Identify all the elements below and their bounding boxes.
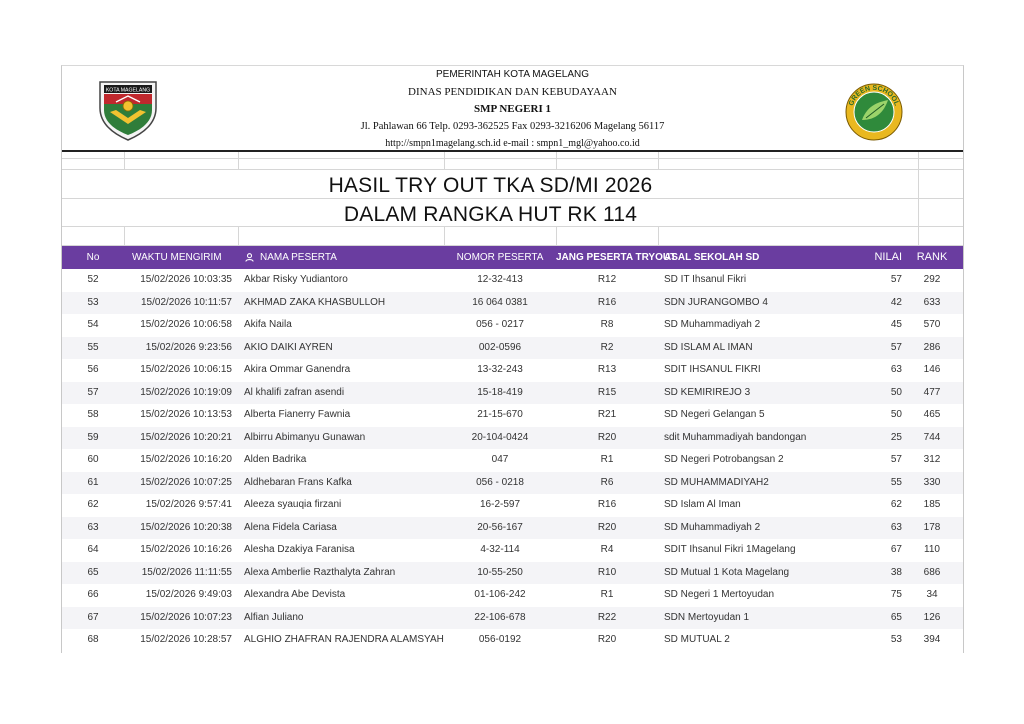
table-row[interactable]: [62, 584, 963, 607]
cell-nomor: 10-55-250: [477, 566, 523, 578]
cell-name: Aldhebaran Frans Kafka: [244, 476, 352, 488]
table-row[interactable]: [62, 494, 963, 517]
cell-time: 15/02/2026 9:23:56: [145, 341, 232, 353]
cell-asal: SD Negeri Potrobangsan 2: [664, 454, 784, 465]
cell-name: Aleeza syauqia firzani: [244, 499, 342, 510]
cell-nilai: 67: [890, 544, 902, 555]
cell-name: Albirru Abimanyu Gunawan: [244, 431, 366, 443]
cell-no: 62: [87, 499, 99, 510]
cell-nilai: 42: [890, 296, 902, 308]
cell-no: 53: [87, 296, 99, 308]
cell-nilai: 50: [890, 409, 902, 420]
cell-jang: R4: [600, 544, 614, 555]
cell-no: 57: [87, 386, 99, 398]
letterhead-government: PEMERINTAH KOTA MAGELANG: [436, 69, 589, 80]
report-subtitle: DALAM RANGKA HUT RK 114: [343, 203, 638, 226]
cell-name: Al khalifi zafran asendi: [244, 386, 345, 398]
logo-left-text: KOTA MAGELANG: [105, 87, 151, 94]
col-header-name-label: NAMA PESERTA: [260, 252, 337, 263]
col-header-nomor[interactable]: NOMOR PESERTA: [456, 252, 544, 263]
cell-no: 65: [87, 566, 99, 578]
cell-nilai: 45: [890, 319, 902, 330]
cell-time: 15/02/2026 9:49:03: [145, 589, 232, 600]
cell-name: Alfian Juliano: [244, 611, 304, 623]
cell-time: 15/02/2026 10:11:57: [140, 296, 232, 308]
cell-nomor: 056 - 0217: [476, 319, 524, 330]
letterhead-school: SMP NEGERI 1: [473, 103, 551, 115]
cell-jang: R16: [597, 296, 617, 308]
cell-no: 58: [87, 409, 99, 420]
grid-col-line: [556, 227, 557, 246]
table-row[interactable]: [62, 539, 963, 562]
cell-asal: SD Mutual 1 Kota Magelang: [664, 566, 790, 578]
cell-rank: 465: [923, 409, 941, 420]
cell-name: Alden Badrika: [244, 454, 307, 465]
report-title: HASIL TRY OUT TKA SD/MI 2026: [328, 174, 653, 197]
grid-col-line: [444, 227, 445, 246]
cell-time: 15/02/2026 10:13:53: [140, 409, 232, 420]
grid-col-line: [658, 227, 659, 246]
col-header-jang[interactable]: JANG PESERTA TRYOUT: [556, 252, 677, 263]
letterhead-address: Jl. Pahlawan 66 Telp. 0293-362525 Fax 0293-3216206 Magelang 56117: [360, 121, 665, 132]
cell-no: 67: [87, 611, 99, 623]
grid-col-line: [124, 227, 125, 246]
cell-asal: SD KEMIRIREJO 3: [664, 386, 751, 398]
cell-nilai: 57: [890, 274, 902, 285]
table-row[interactable]: [62, 314, 963, 337]
table-row[interactable]: [62, 359, 963, 382]
cell-jang: R1: [600, 454, 614, 465]
cell-nilai: 75: [890, 589, 902, 600]
cell-name: Alberta Fianerry Fawnia: [244, 409, 351, 420]
grid-row: [62, 159, 963, 170]
cell-name: Alexandra Abe Devista: [244, 589, 346, 600]
grid-col-line: [238, 227, 239, 246]
table-row[interactable]: [62, 517, 963, 540]
cell-nilai: 55: [890, 476, 902, 488]
cell-no: 63: [87, 521, 99, 533]
cell-asal: SD Islam Al Iman: [664, 499, 741, 510]
cell-name: Akira Ommar Ganendra: [244, 364, 351, 375]
cell-no: 56: [87, 364, 99, 375]
cell-jang: R1: [600, 589, 614, 600]
cell-nomor: 056 - 0218: [476, 476, 524, 488]
cell-nomor: 12-32-413: [477, 274, 523, 285]
cell-jang: R13: [597, 364, 617, 375]
cell-time: 15/02/2026 10:06:15: [140, 364, 232, 375]
cell-asal: SDIT IHSANUL FIKRI: [664, 364, 761, 375]
cell-no: 66: [87, 589, 99, 600]
table-row[interactable]: [62, 562, 963, 585]
cell-name: Alesha Dzakiya Faranisa: [244, 544, 355, 555]
cell-rank: 292: [923, 274, 941, 285]
cell-time: 15/02/2026 10:16:26: [140, 544, 232, 555]
cell-rank: 686: [923, 566, 941, 578]
table-row[interactable]: [62, 449, 963, 472]
cell-name: Akbar Risky Yudiantoro: [244, 274, 348, 285]
cell-time: 15/02/2026 11:11:55: [141, 566, 232, 578]
cell-jang: R20: [597, 634, 617, 645]
cell-name: Alexa Amberlie Razthalyta Zahran: [244, 566, 396, 578]
cell-jang: R10: [597, 566, 617, 578]
cell-jang: R16: [597, 499, 617, 510]
cell-jang: R2: [600, 341, 614, 353]
cell-rank: 570: [923, 319, 941, 330]
cell-asal: SD ISLAM AL IMAN: [664, 341, 753, 353]
cell-jang: R6: [600, 476, 614, 488]
cell-time: 15/02/2026 10:20:21: [140, 431, 232, 443]
cell-nomor: 002-0596: [478, 341, 522, 353]
grid-col-line: [238, 152, 239, 170]
cell-jang: R15: [597, 386, 617, 398]
cell-asal: SD Negeri 1 Mertoyudan: [664, 589, 775, 600]
cell-no: 61: [87, 476, 99, 488]
table-header: [62, 246, 963, 269]
grid-col-line: [444, 152, 445, 170]
cell-name: AKHMAD ZAKA KHASBULLOH: [244, 296, 386, 308]
cell-time: 15/02/2026 10:07:23: [140, 611, 232, 623]
cell-rank: 126: [923, 611, 941, 623]
cell-time: 15/02/2026 10:06:58: [140, 319, 232, 330]
cell-nomor: 20-104-0424: [471, 431, 529, 443]
cell-asal: SD IT Ihsanul Fikri: [664, 274, 747, 285]
cell-name: ALGHIO ZHAFRAN RAJENDRA ALAMSYAH: [244, 634, 444, 645]
cell-name: Alena Fidela Cariasa: [244, 521, 337, 533]
cell-rank: 185: [923, 499, 941, 510]
cell-nomor: 21-15-670: [477, 409, 523, 420]
cell-nomor: 4-32-114: [480, 544, 520, 555]
cell-nomor: 056-0192: [478, 634, 522, 645]
cell-rank: 633: [923, 296, 941, 308]
cell-asal: SDN Mertoyudan 1: [664, 611, 750, 623]
cell-time: 15/02/2026 10:16:20: [140, 454, 232, 465]
cell-no: 68: [87, 634, 99, 645]
cell-rank: 286: [923, 341, 941, 353]
cell-rank: 394: [923, 634, 941, 645]
cell-asal: SD Muhammadiyah 2: [664, 319, 761, 330]
col-header-nilai[interactable]: NILAI: [874, 251, 902, 263]
grid-col-line: [556, 152, 557, 170]
cell-jang: R8: [600, 319, 614, 330]
cell-no: 59: [87, 431, 99, 443]
cell-no: 52: [87, 274, 99, 285]
table-row[interactable]: [62, 427, 963, 450]
cell-nilai: 38: [890, 566, 902, 578]
cell-rank: 330: [923, 476, 941, 488]
table-row[interactable]: [62, 337, 963, 360]
col-header-no[interactable]: No: [86, 252, 100, 263]
cell-nilai: 50: [890, 386, 902, 398]
cell-jang: R12: [597, 274, 617, 285]
cell-asal: SD MUTUAL 2: [664, 634, 730, 645]
cell-rank: 34: [926, 589, 938, 600]
cell-nilai: 57: [890, 341, 902, 353]
cell-nomor: 20-56-167: [477, 521, 523, 533]
col-header-rank[interactable]: RANK: [916, 251, 948, 263]
spreadsheet-page: [61, 65, 964, 653]
cell-asal: SDN JURANGOMBO 4: [664, 296, 768, 308]
table-row[interactable]: [62, 472, 963, 495]
cell-nilai: 53: [890, 634, 902, 645]
cell-nomor: 13-32-243: [477, 364, 523, 375]
cell-asal: sdit Muhammadiyah bandongan: [664, 431, 807, 443]
col-header-name[interactable]: [245, 246, 445, 269]
cell-name: Akifa Naila: [244, 319, 292, 330]
table-row[interactable]: [62, 629, 963, 652]
cell-no: 55: [87, 341, 99, 353]
letterhead: [62, 66, 963, 151]
cell-asal: SD Negeri Gelangan 5: [664, 409, 765, 420]
cell-time: 15/02/2026 10:19:09: [140, 386, 232, 398]
cell-nomor: 047: [491, 454, 509, 465]
cell-asal: SD MUHAMMADIYAH2: [664, 476, 769, 488]
table-row[interactable]: [62, 292, 963, 315]
cell-jang: R20: [597, 431, 617, 443]
table-row[interactable]: [62, 404, 963, 427]
cell-nomor: 15-18-419: [477, 386, 523, 398]
cell-rank: 178: [923, 521, 941, 533]
table-row[interactable]: [62, 382, 963, 405]
cell-nilai: 65: [890, 611, 902, 623]
person-icon: [245, 253, 254, 262]
grid-row: [62, 227, 963, 246]
cell-asal: SDIT Ihsanul Fikri 1Magelang: [664, 544, 796, 555]
table-row[interactable]: [62, 607, 963, 630]
cell-rank: 744: [923, 431, 941, 443]
cell-nomor: 16-2-597: [479, 499, 521, 510]
letterhead-contact: http://smpn1magelang.sch.id e-mail : smpn1_mgl@yahoo.co.id: [385, 138, 640, 149]
cell-no: 64: [87, 544, 99, 555]
cell-no: 54: [87, 319, 99, 330]
cell-time: 15/02/2026 9:57:41: [145, 499, 232, 510]
green-school-emblem: [844, 82, 904, 142]
col-header-asal[interactable]: ASAL SEKOLAH SD: [664, 252, 760, 263]
table-row[interactable]: [62, 269, 963, 292]
letterhead-department: DINAS PENDIDIKAN DAN KEBUDAYAAN: [408, 86, 617, 98]
cell-jang: R22: [597, 611, 617, 623]
cell-rank: 110: [924, 544, 940, 555]
cell-nomor: 16 064 0381: [472, 296, 528, 308]
cell-rank: 146: [923, 364, 941, 375]
cell-time: 15/02/2026 10:28:57: [140, 634, 232, 645]
cell-time: 15/02/2026 10:03:35: [140, 274, 232, 285]
cell-no: 60: [87, 454, 99, 465]
logo-right-text: GREEN SCHOOL: [848, 84, 900, 107]
cell-time: 15/02/2026 10:07:25: [140, 476, 232, 488]
cell-nilai: 25: [890, 431, 902, 443]
cell-rank: 477: [923, 386, 941, 398]
grid-col-line: [124, 152, 125, 170]
grid-col-line: [918, 227, 919, 246]
cell-time: 15/02/2026 10:20:38: [140, 521, 232, 533]
cell-jang: R21: [597, 409, 617, 420]
cell-nomor: 22-106-678: [474, 611, 526, 623]
cell-nilai: 57: [890, 454, 902, 465]
cell-nilai: 62: [890, 499, 902, 510]
cell-nilai: 63: [890, 364, 902, 375]
grid-col-line: [918, 152, 919, 170]
cell-asal: SD Muhammadiyah 2: [664, 521, 761, 533]
grid-col-line: [658, 152, 659, 170]
cell-jang: R20: [597, 521, 617, 533]
grid-row: [62, 152, 963, 159]
cell-nomor: 01-106-242: [474, 589, 526, 600]
cell-rank: 312: [923, 454, 941, 465]
cell-name: AKIO DAIKI AYREN: [244, 341, 333, 353]
col-header-time[interactable]: WAKTU MENGIRIM: [132, 252, 222, 263]
cell-nilai: 63: [890, 521, 902, 533]
